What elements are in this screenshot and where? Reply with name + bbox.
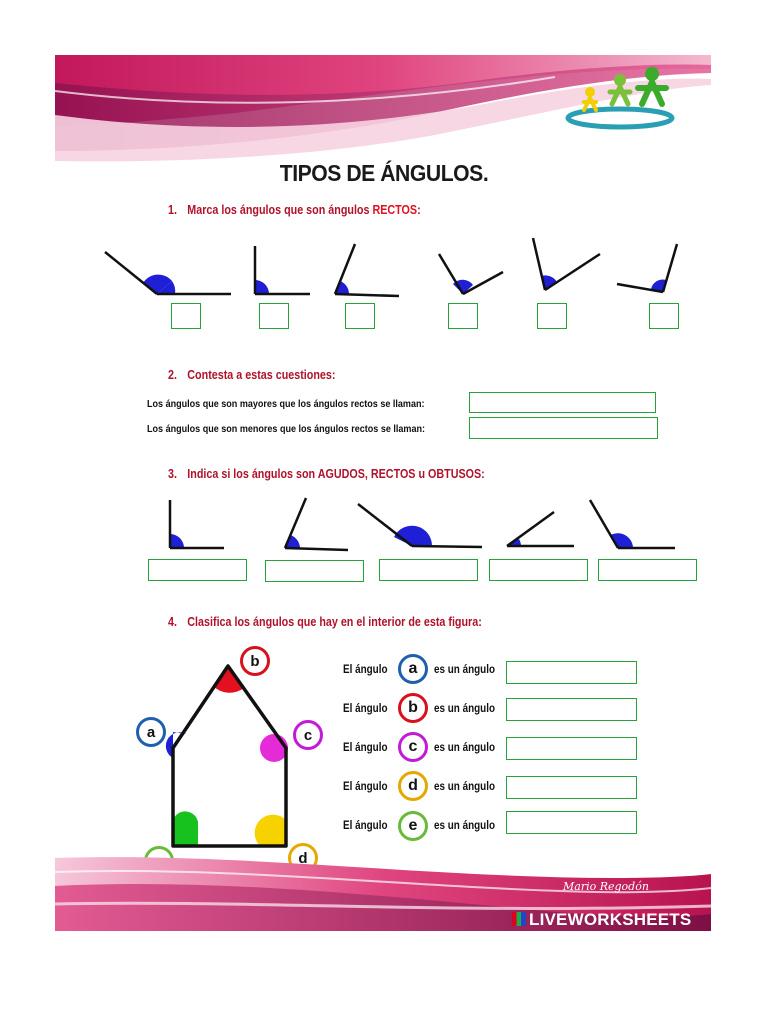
figure-label-d: d (288, 843, 318, 873)
row-badge-a: a (398, 654, 428, 684)
answer-field-d[interactable] (506, 776, 637, 799)
answer-box-3[interactable] (345, 303, 375, 329)
row-badge-d: d (398, 771, 428, 801)
question-4 (168, 615, 482, 629)
row-badge-b: b (398, 693, 428, 723)
answer-box-2[interactable] (259, 303, 289, 329)
figure-label-a: a (136, 717, 166, 747)
answer-field-3-2[interactable] (265, 560, 364, 582)
angle-2-icon (255, 246, 310, 294)
question-1 (168, 203, 421, 217)
row-suffix: es un ángulo (434, 742, 495, 754)
liveworksheets-brand (512, 910, 691, 930)
angle-4-icon (439, 254, 503, 294)
row-suffix: es un ángulo (434, 820, 495, 832)
figure-label-c: c (293, 720, 323, 750)
answer-field-a[interactable] (506, 661, 637, 684)
question-3 (168, 467, 485, 481)
answer-box-1[interactable] (171, 303, 201, 329)
row-suffix: es un ángulo (434, 703, 495, 715)
question-text: Contesta a estas cuestiones: (187, 368, 336, 382)
answer-field-e[interactable] (506, 811, 637, 834)
answer-field-3-5[interactable] (598, 559, 697, 581)
answer-field-b[interactable] (506, 698, 637, 721)
question-2 (168, 368, 335, 382)
row-prefix: El ángulo (343, 781, 388, 793)
house-figure (160, 650, 300, 850)
question-text: Marca los ángulos que son ángulos (187, 203, 373, 217)
row-badge-c: c (398, 732, 428, 762)
angle-5-icon (533, 238, 600, 290)
angle-3-icon (335, 244, 399, 296)
row-suffix: es un ángulo (434, 664, 495, 676)
answer-field-mayores[interactable] (469, 392, 656, 413)
answer-box-6[interactable] (649, 303, 679, 329)
question-3-angles (150, 492, 690, 554)
question-2-line-2: Los ángulos que son menores que los ángulos rectos se llaman: (147, 423, 425, 435)
question-number: 1. (168, 203, 177, 217)
angle-3-2-icon (285, 498, 348, 550)
question-text: Indica si los ángulos son AGUDOS, RECTOS u OBTUSOS: (187, 467, 485, 481)
angle-3-4-icon (507, 512, 574, 546)
question-1-angles (95, 232, 695, 302)
row-badge-e: e (398, 811, 428, 841)
answer-field-c[interactable] (506, 737, 637, 760)
author-signature: Mario Regodón (563, 880, 649, 893)
angle-1-icon (105, 252, 231, 294)
row-prefix: El ángulo (343, 664, 388, 676)
row-suffix: es un ángulo (434, 781, 495, 793)
row-prefix: El ángulo (343, 742, 388, 754)
row-prefix: El ángulo (343, 703, 388, 715)
figure-label-b: b (240, 646, 270, 676)
answer-box-4[interactable] (448, 303, 478, 329)
question-number: 2. (168, 368, 177, 382)
angle-3-3-icon (358, 504, 482, 547)
question-2-line-1: Los ángulos que son mayores que los ángulos rectos se llaman: (147, 398, 425, 410)
question-suffix: : (417, 203, 421, 217)
question-number: 4. (168, 615, 177, 629)
page-title: TIPOS DE ÁNGULOS. (279, 160, 489, 186)
question-number: 3. (168, 467, 177, 481)
liveworksheets-logo-icon (512, 912, 526, 926)
row-prefix: El ángulo (343, 820, 388, 832)
question-highlight: RECTOS (372, 203, 418, 217)
angle-6-icon (617, 244, 677, 292)
people-logo-icon (562, 60, 680, 132)
angle-3-5-icon (590, 500, 675, 548)
answer-field-3-4[interactable] (489, 559, 588, 581)
question-text: Clasifica los ángulos que hay en el interior de esta figura: (187, 615, 482, 629)
answer-field-3-3[interactable] (379, 559, 478, 581)
angle-3-1-icon (170, 500, 224, 548)
answer-box-5[interactable] (537, 303, 567, 329)
answer-field-3-1[interactable] (148, 559, 247, 581)
answer-field-menores[interactable] (469, 417, 658, 439)
brand-text: LIVEWORKSHEETS (529, 910, 692, 929)
